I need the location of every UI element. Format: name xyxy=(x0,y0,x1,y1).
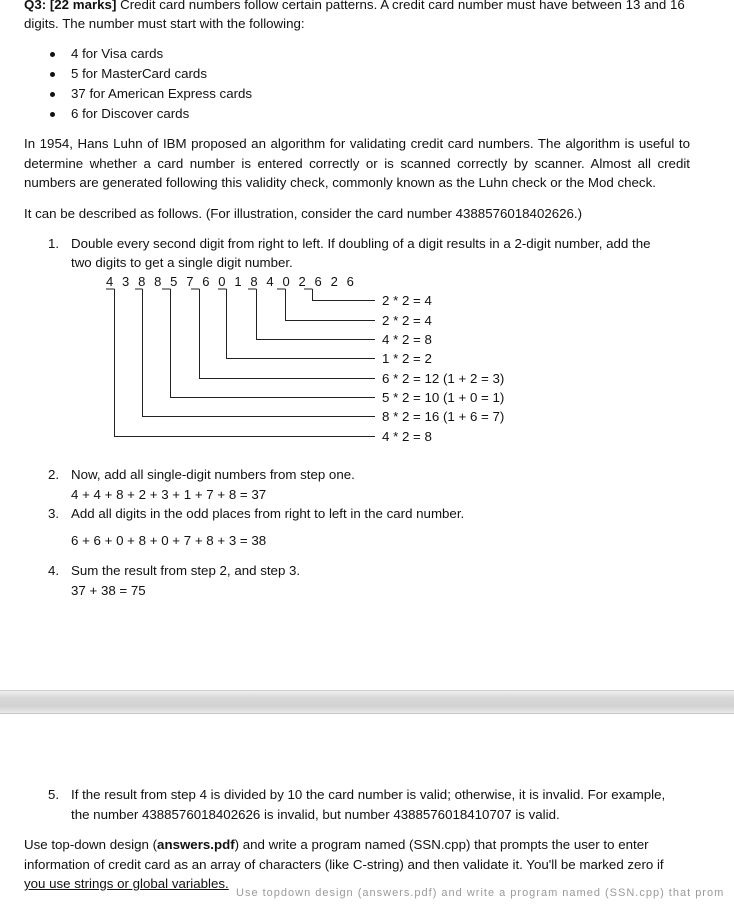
doubling-calc-6: 5 * 2 = 10 (1 + 0 = 1) xyxy=(382,390,505,405)
overlapping-ghost-text: Use topdown design (answers.pdf) and write a program named (SSN.cpp) that prom xyxy=(236,887,725,899)
doubling-calc-2: 2 * 2 = 4 xyxy=(382,313,432,328)
question-title-text: Credit card numbers follow certain patterns. A credit card number must have between 13 and 16 xyxy=(116,0,685,12)
luhn-intro-paragraph: In 1954, Hans Luhn of IBM proposed an algorithm for validating credit card numbers. The algorithm is useful to determine whether a card number is entered correctly or is scanned correctly by scanner. Almost all credit numbers are generated following this validity check, commonly known as the Luhn check or the Mod check. xyxy=(24,136,690,190)
step-5-line-2: the number 4388576018402626 is invalid, but number 4388576018410707 is valid. xyxy=(71,807,560,822)
task-text: Use top-down design ( xyxy=(24,837,158,852)
doubling-calc-8: 4 * 2 = 8 xyxy=(382,429,432,444)
step-3-number: 3. xyxy=(48,506,60,521)
step-4-number: 4. xyxy=(48,563,60,578)
task-line-3: you use strings or global variables. xyxy=(24,876,229,891)
question-marks: Q3: [22 marks] xyxy=(24,0,117,12)
document-page-2 xyxy=(0,712,734,899)
task-text: ) and write a program named (SSN.cpp) that prompts the user to enter xyxy=(234,837,649,852)
step-1-line-1: Double every second digit from right to left. If doubling of a digit results in a 2-digit number, add the xyxy=(71,236,651,251)
question-title-line-2: digits. The number must start with the following: xyxy=(24,16,305,31)
step-2-number: 2. xyxy=(48,467,60,482)
step-4-text: Sum the result from step 2, and step 3. xyxy=(71,563,301,578)
prefix-item-visa: 4 for Visa cards xyxy=(71,46,164,61)
doubling-calc-1: 2 * 2 = 4 xyxy=(382,293,432,308)
step-5-line-1: If the result from step 4 is divided by 10 the card number is valid; otherwise, it is invalid. For example, xyxy=(71,787,666,802)
prefix-item-discover: 6 for Discover cards xyxy=(71,106,190,121)
task-line-1 xyxy=(24,835,649,855)
step-4-calc: 37 + 38 = 75 xyxy=(71,583,146,598)
connector-line xyxy=(313,289,376,301)
step-3-text: Add all digits in the odd places from right to left in the card number. xyxy=(71,506,465,521)
connector-line xyxy=(257,289,376,340)
doubling-calc-4: 1 * 2 = 2 xyxy=(382,351,432,366)
luhn-described-line: It can be described as follows. (For illustration, consider the card number 4388576018402626.) xyxy=(24,206,583,221)
card-digit-row: 4 3 8 8 5 7 6 0 1 8 4 0 2 6 2 6 xyxy=(106,274,357,289)
doubling-calc-5: 6 * 2 = 12 (1 + 2 = 3) xyxy=(382,371,505,386)
answers-filename: answers.pdf xyxy=(157,837,235,852)
prefix-item-mastercard: 5 for MasterCard cards xyxy=(71,66,207,81)
connector-line xyxy=(286,289,376,321)
task-line-2: information of credit card as an array of characters (like C-string) and then validate it. You'll be marked zero if xyxy=(24,857,664,872)
step-1-number: 1. xyxy=(48,236,60,251)
doubling-calc-7: 8 * 2 = 16 (1 + 6 = 7) xyxy=(382,409,505,424)
step-1-line-2: two digits to get a single digit number. xyxy=(71,255,293,270)
connector-line xyxy=(200,289,376,379)
page-separator xyxy=(0,690,734,714)
step-2-text: Now, add all single-digit numbers from step one. xyxy=(71,467,355,482)
doubling-calc-3: 4 * 2 = 8 xyxy=(382,332,432,347)
step-2-calc: 4 + 4 + 8 + 2 + 3 + 1 + 7 + 8 = 37 xyxy=(71,487,267,502)
connector-line xyxy=(171,289,376,398)
connector-line xyxy=(115,289,376,437)
step-3-calc: 6 + 6 + 0 + 8 + 0 + 7 + 8 + 3 = 38 xyxy=(71,533,267,548)
prefix-item-amex: 37 for American Express cards xyxy=(71,86,253,101)
connector-line xyxy=(227,289,376,359)
step-5-number: 5. xyxy=(48,787,60,802)
